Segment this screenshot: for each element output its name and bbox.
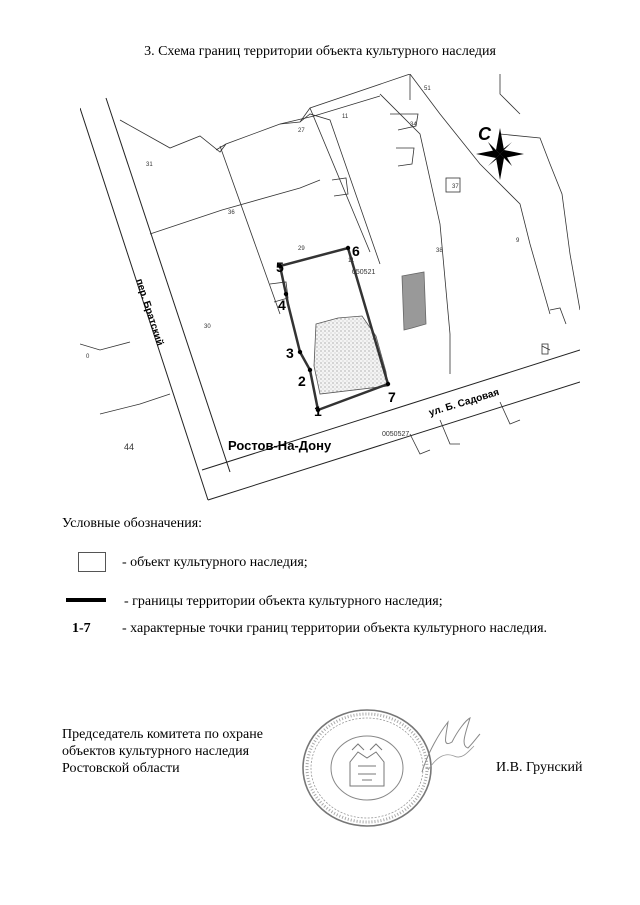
sadovaya-street-edges [202, 350, 580, 500]
legend-points-label: - характерные точки границ территории объекта культурного наследия. [122, 621, 548, 636]
signatory-position [62, 726, 263, 777]
parcel-11-a: 11 [342, 114, 349, 120]
point-label-5: 5 [276, 259, 284, 275]
parcel-11-b: 11 [348, 258, 355, 264]
legend-boundary-label: - границы территории объекта культурного наследия; [124, 594, 443, 609]
cadastral-map [80, 74, 580, 504]
legend-heading: Условные обозначения: [62, 516, 203, 531]
street-label-bratsky: пер. Братский [133, 277, 166, 348]
signatory-name: И.В. Грунский [496, 760, 583, 775]
street-label-sadovaya: ул. Б. Садовая [427, 387, 501, 419]
compass-rose-icon [476, 124, 524, 180]
signatory-position-line3: Ростовской области [62, 761, 180, 776]
parcel-29: 29 [298, 246, 305, 252]
heritage-object [314, 316, 388, 394]
cadastral-code-lower: 0050527 [382, 431, 410, 438]
parcel-36: 36 [228, 210, 235, 216]
legend-object-swatch [78, 552, 106, 572]
parcel-30: 30 [204, 324, 211, 330]
point-label-4: 4 [278, 297, 286, 313]
point-label-6: 6 [352, 243, 360, 259]
parcel-44: 44 [124, 442, 135, 452]
legend-boundary-swatch [66, 598, 106, 602]
bratsky-lane-edges [80, 98, 230, 500]
compass-north-label: С [478, 124, 491, 144]
handwritten-signature [418, 712, 482, 782]
point-label-7: 7 [388, 389, 396, 405]
parcel-31: 31 [146, 162, 153, 168]
parcel-37: 37 [452, 184, 459, 190]
legend-points-key: 1-7 [72, 621, 91, 636]
cadastral-code-upper: 050521 [352, 269, 376, 276]
parcel-51: 51 [424, 86, 431, 92]
parcel-outlines [80, 74, 580, 454]
signatory-position-line1: Председатель комитета по охране [62, 727, 263, 742]
signatory-position-line2: объектов культурного наследия [62, 744, 250, 759]
parcel-9: 9 [516, 238, 520, 244]
parcel-0: 0 [86, 354, 90, 360]
parcel-27: 27 [298, 128, 305, 134]
official-seal-stamp [300, 706, 434, 830]
point-label-2: 2 [298, 373, 306, 389]
parcel-34: 34 [410, 122, 417, 128]
city-label: Ростов-На-Дону [228, 438, 332, 453]
point-label-1: 1 [314, 403, 322, 419]
parcel-38: 38 [436, 248, 443, 254]
legend-object-label: - объект культурного наследия; [122, 555, 308, 570]
point-label-3: 3 [286, 345, 294, 361]
document-title: 3. Схема границ территории объекта культурного наследия [144, 44, 496, 59]
neighbor-building [402, 272, 426, 330]
